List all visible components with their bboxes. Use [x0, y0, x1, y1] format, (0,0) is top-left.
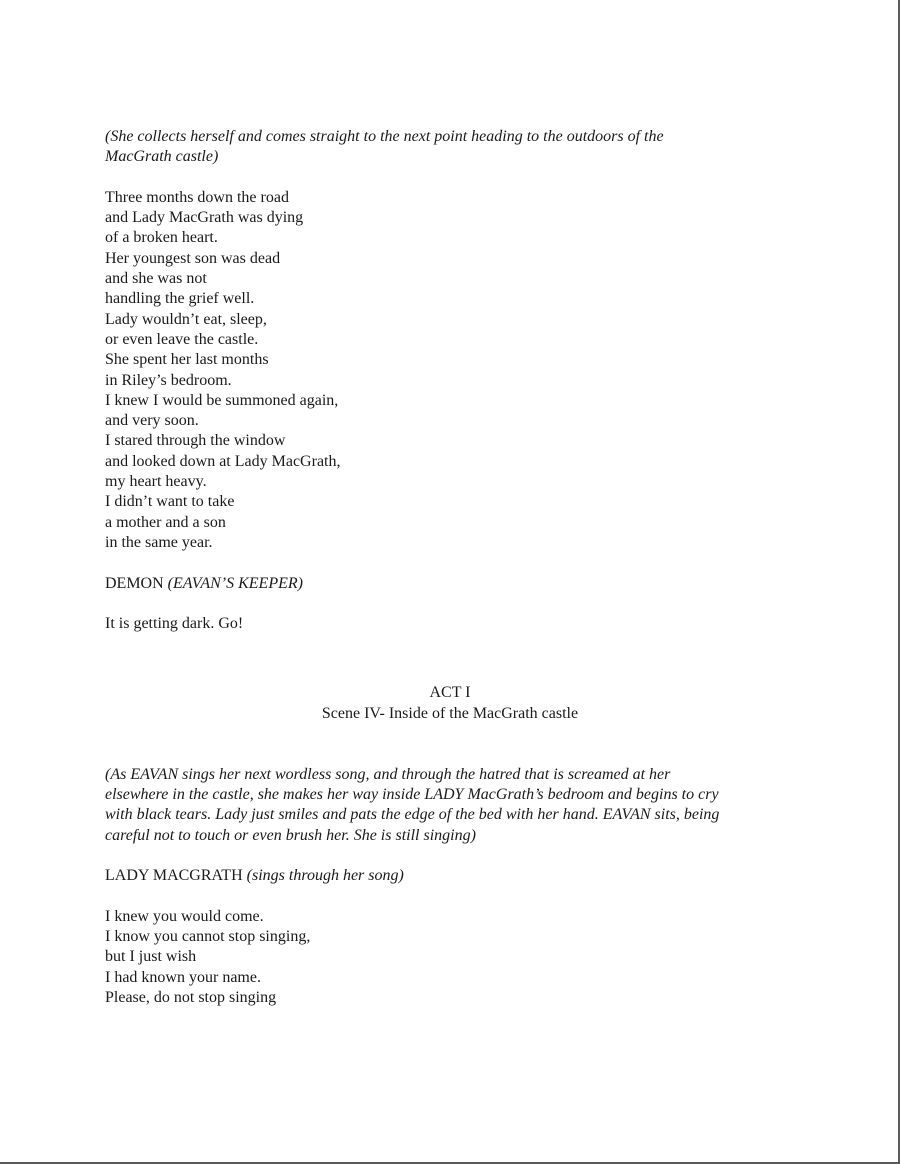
verse-demon — [105, 188, 795, 553]
scene-title: Scene IV- Inside of the MacGrath castle — [321, 704, 579, 722]
act-title: ACT I — [429, 684, 471, 702]
stage-direction-line: careful not to touch or even brush her. She is still singing) — [105, 826, 476, 844]
verse-line: Her youngest son was dead — [105, 249, 281, 267]
verse-line: Three months down the road — [105, 188, 289, 206]
verse-line: She spent her last months — [105, 351, 269, 369]
verse-line: and Lady MacGrath was dying — [105, 209, 304, 227]
verse-line: of a broken heart. — [105, 229, 218, 247]
verse-line: I had known your name. — [105, 968, 261, 986]
speaker-name: DEMON — [105, 574, 164, 592]
speaker-note: (EAVAN’S KEEPER) — [167, 574, 303, 592]
stage-direction-line: (As EAVAN sings her next wordless song, and through the hatred that is screamed at her — [105, 765, 671, 783]
verse-line: handling the grief well. — [105, 290, 255, 308]
verse-line: I didn’t want to take — [105, 493, 235, 511]
verse-line: and very soon. — [105, 412, 199, 430]
verse-line: Lady wouldn’t eat, sleep, — [105, 310, 267, 328]
verse-line: in Riley’s bedroom. — [105, 371, 232, 389]
verse-line: I knew you would come. — [105, 907, 264, 925]
verse-line: I know you cannot stop singing, — [105, 927, 311, 945]
verse-line: and she was not — [105, 270, 207, 288]
speaker-heading — [105, 866, 795, 886]
verse-line: my heart heavy. — [105, 473, 207, 491]
verse-line: or even leave the castle. — [105, 330, 259, 348]
stage-direction-line: with black tears. Lady just smiles and pats the edge of the bed with her hand. EAVAN sits, being — [105, 806, 720, 824]
verse-line: Please, do not stop singing — [105, 988, 277, 1006]
speaker-note: (sings through her song) — [246, 867, 404, 885]
verse-line: a mother and a son — [105, 513, 226, 531]
verse-line: in the same year. — [105, 533, 213, 551]
verse-line: I knew I would be summoned again, — [105, 391, 339, 409]
speaker-name: LADY MACGRATH — [105, 867, 243, 885]
dialogue-line: It is getting dark. Go! — [105, 615, 244, 633]
script-content — [105, 127, 795, 1008]
stage-direction-line: (She collects herself and comes straight to the next point heading to the outdoors of the — [105, 128, 664, 145]
verse-line: and looked down at Lady MacGrath, — [105, 452, 341, 470]
verse-line: I stared through the window — [105, 432, 286, 450]
verse-line: but I just wish — [105, 948, 197, 966]
stage-direction-outdoors — [105, 127, 795, 168]
verse-lady-macgrath — [105, 907, 795, 1008]
stage-direction-line: elsewhere in the castle, she makes her way inside LADY MacGrath’s bedroom and begins to cry — [105, 785, 719, 803]
stage-direction-line: MacGrath castle) — [105, 148, 219, 166]
stage-direction-bedroom — [105, 765, 795, 846]
speaker-heading — [105, 574, 795, 594]
